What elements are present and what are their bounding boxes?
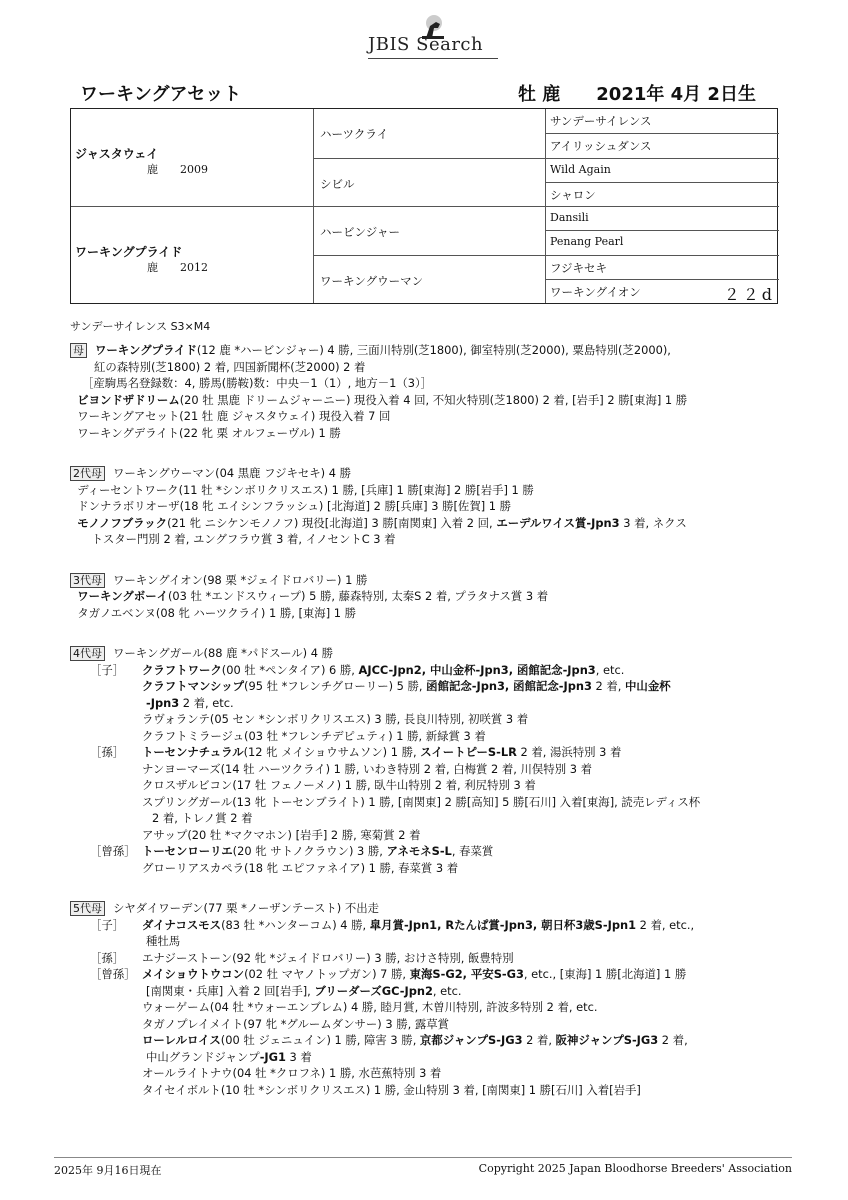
record-line <box>70 645 790 662</box>
gen2-name: ハービンジャー <box>320 225 400 239</box>
horse-name-bold: メイショウトウコン <box>142 967 245 981</box>
record-line <box>70 531 790 548</box>
record-text: クロスザルビコン(17 牡 フェノーメノ) 1 勝, 臥牛山特別 2 着, 利尻特別 3 着 <box>142 778 536 792</box>
dam-color-year: 鹿 2012 <box>147 261 208 274</box>
record-text: , etc., [東海] 1 勝[北海道] 1 勝 <box>523 967 687 981</box>
pedigree-gen2-cell <box>313 109 545 158</box>
record-line <box>70 342 790 359</box>
sire-name: ジャスタウェイ <box>75 147 159 161</box>
record-text: 2 着, <box>522 1033 556 1047</box>
pedigree-gen3-cell <box>545 158 779 182</box>
record-line <box>70 728 790 745</box>
gen3-name: Penang Pearl <box>550 235 624 249</box>
race-name-bold: エーデルワイス賞-Jpn3 <box>496 515 620 530</box>
horse-sex-color-birthdate: 牡 鹿 2021年 4月 2日生 <box>518 84 756 105</box>
record-text: , etc. <box>432 983 462 998</box>
record-text: スプリングガール(13 牝 トーセンブライト) 1 勝, [南関東] 2 勝[高知] 5 勝[石川] 入着[東海], 読売レディス杯 <box>142 794 701 809</box>
race-name-bold: -JG1 <box>259 1049 286 1064</box>
record-text: タイセイボルト(10 牡 *シンボリクリスエス) 1 勝, 金山特別 3 着, [南関東] 1 勝[石川] 入着[岩手] <box>142 1082 641 1097</box>
record-text: ワーキングデライト(22 牝 栗 オルフェーヴル) 1 勝 <box>77 425 341 440</box>
record-line <box>70 860 790 877</box>
record-text: ディーセントワーク(11 牡 *シンボリクリスエス) 1 勝, [兵庫] 1 勝[東海] 2 勝[岩手] 1 勝 <box>77 482 534 497</box>
pedigree-gen3-cell <box>545 255 779 279</box>
record-text: (20 牝 サトノクラウン) 3 勝, <box>232 844 387 858</box>
record-text: (03 牡 *エンドスウィープ) 5 勝, 藤森特別, 太秦S 2 着, プラタナス賞 3 着 <box>167 589 549 603</box>
race-name-bold: 函館記念-Jpn3, 函館記念-Jpn3 <box>426 679 592 693</box>
record-line <box>70 1049 790 1066</box>
generation-tag: 5代母 <box>70 901 105 916</box>
gen3-name: アイリッシュダンス <box>550 139 652 154</box>
record-text: ［産駒馬名登録数：4, 勝馬(勝鞍)数：中央－1（1）, 地方－1（3）］ <box>82 376 433 390</box>
record-line <box>70 827 790 844</box>
gen2-name: ワーキングウーマン <box>320 273 424 288</box>
gen3-name: ワーキングイオン <box>550 284 641 299</box>
footer-copyright: Copyright 2025 Japan Bloodhorse Breeders' Association <box>478 1162 792 1175</box>
record-text: エナジーストーン(92 牝 *ジェイドロバリー) 3 勝, おけさ特別, 飯豊特別 <box>142 950 514 965</box>
horse-name-bold: ワーキングプライド <box>95 343 197 357</box>
race-name-bold: 阪神ジャンプS-JG3 <box>555 1033 659 1047</box>
record-line <box>70 761 790 778</box>
horse-name-bold: クラフトマンシップ <box>142 679 245 693</box>
record-text: (20 牡 黒鹿 ドリームジャーニー) 現役入着 4 回, 不知火特別(芝1800) 2 着, [岩手] 2 勝[東海] 1 勝 <box>179 392 688 407</box>
record-line <box>70 794 790 811</box>
pedigree-gen3-cell <box>545 182 779 206</box>
race-name-bold: 東海S-G2, 平安S-G3 <box>409 967 524 981</box>
race-name-bold: アネモネS-L <box>386 844 452 858</box>
record-text: ウォーゲーム(04 牡 *ウォーエンブレム) 4 勝, 睦月賞, 木曽川特別, 許波多特別 2 着, etc. <box>142 1000 598 1014</box>
gen3-name: シャロン <box>550 187 596 202</box>
record-line <box>70 588 790 605</box>
pedigree-code: ２２d <box>723 284 775 304</box>
record-line <box>70 408 790 425</box>
record-line <box>70 917 790 934</box>
record-text: , etc. <box>595 662 625 677</box>
gen3-name: サンデーサイレンス <box>550 114 652 128</box>
relation-label: ［曾孫］ <box>90 844 136 858</box>
record-text: ナンヨーマーズ(14 牡 ハーツクライ) 1 勝, いわき特別 2 着, 白梅賞 2 着, 川俣特別 3 着 <box>142 761 592 776</box>
record-text: 2 着, <box>658 1033 688 1047</box>
record-text: グローリアスカペラ(18 牝 エピファネイア) 1 勝, 春菜賞 3 着 <box>142 860 459 875</box>
record-text: ラヴォランテ(05 セン *シンボリクリスエス) 3 勝, 長良川特別, 初咲賞 3 着 <box>142 712 529 726</box>
record-text: (12 牝 メイショウサムソン) 1 勝, <box>243 745 421 759</box>
pedigree-gen2-cell <box>313 158 545 207</box>
jbis-logo <box>368 14 498 58</box>
race-name-bold: ブリーダーズGC-Jpn2 <box>314 983 433 998</box>
record-line <box>70 425 790 442</box>
horse-name: ワーキングアセット <box>80 84 242 105</box>
horse-name-bold: モノノフブラック <box>77 515 168 530</box>
generation-tag: 2代母 <box>70 466 105 481</box>
section-gap <box>70 876 790 900</box>
race-name-bold: スイートピーS-LR <box>420 745 517 759</box>
horse-name-bold: クラフトワーク <box>142 662 222 677</box>
pedigree-sire-cell <box>71 109 313 206</box>
section-gap <box>70 441 790 465</box>
family-records <box>70 342 790 1098</box>
horse-name-bold: ワーキングボーイ <box>77 589 168 603</box>
record-line <box>70 777 790 794</box>
record-text: 2 着, <box>591 679 626 693</box>
horse-name-bold: ダイナコスモス <box>142 917 222 932</box>
record-line <box>70 900 790 917</box>
record-text: (00 牡 *ペンタイア) 6 勝, <box>221 662 359 677</box>
record-text: (02 牡 マヤノトップガン) 7 勝, <box>244 967 410 981</box>
record-text: ワーキングガール(88 鹿 *パドスール) 4 勝 <box>113 646 333 660</box>
record-text: ドンナラボリオーザ(18 牝 エイシンフラッシュ) [北海道] 2 勝[兵庫] 3 勝[佐賀] 1 勝 <box>77 499 512 513</box>
record-line <box>70 1032 790 1049</box>
record-line <box>70 359 790 376</box>
generation-tag: 3代母 <box>70 573 105 588</box>
record-text: ワーキングウーマン(04 黒鹿 フジキセキ) 4 勝 <box>113 466 351 480</box>
race-name-bold: 中山金杯 <box>625 679 671 693</box>
record-text: 2 着, 湯浜特別 3 着 <box>516 745 622 759</box>
record-text: [南関東・兵庫] 入着 2 回[岩手], <box>146 983 315 998</box>
race-name-bold: 京都ジャンプS-JG3 <box>419 1033 523 1047</box>
logo-text: JBIS Search <box>368 34 484 55</box>
race-name-bold: AJCC-Jpn2, 中山金杯-Jpn3, 函館記念-Jpn3 <box>358 662 596 677</box>
record-line <box>70 810 790 827</box>
sire-color-year: 鹿 2009 <box>147 163 208 176</box>
record-line <box>70 966 790 983</box>
horse-name-bold: -Jpn3 <box>146 695 180 710</box>
record-line <box>70 375 790 392</box>
record-text: シヤダイワーデン(77 栗 *ノーザンテースト) 不出走 <box>113 901 380 915</box>
footer-divider <box>54 1157 792 1158</box>
pedigree-gen3-cell <box>545 109 779 133</box>
record-line <box>70 1065 790 1082</box>
gen2-name: シビル <box>320 176 355 191</box>
relation-label: ［子］ <box>90 917 125 932</box>
gen2-name: ハーツクライ <box>320 127 389 141</box>
record-line <box>70 983 790 1000</box>
record-text: 3 着, ネクス <box>619 515 687 530</box>
pedigree-gen3-cell <box>545 206 779 230</box>
dam-name: ワーキングプライド <box>75 245 183 259</box>
record-line <box>70 572 790 589</box>
pedigree-table <box>70 108 778 304</box>
record-line <box>70 662 790 679</box>
record-text: ワーキングアセット(21 牡 鹿 ジャスタウェイ) 現役入着 7 回 <box>77 409 391 423</box>
record-text: 紅の森特別(芝1800) 2 着, 四国新聞杯(芝2000) 2 着 <box>94 359 366 374</box>
record-line <box>70 843 790 860</box>
footer-date: 2025年 9月16日現在 <box>54 1164 162 1177</box>
generation-tag: 4代母 <box>70 646 105 661</box>
horse-name-bold: トーセンナチュラル <box>142 745 244 759</box>
record-line <box>70 392 790 409</box>
record-text: (00 牡 ジェニュイン) 1 勝, 障害 3 勝, <box>220 1033 420 1047</box>
record-text: (21 牝 ニシケンモノノフ) 現役[北海道] 3 勝[南関東] 入着 2 回, <box>167 515 497 530</box>
record-line <box>70 1082 790 1099</box>
record-text: ワーキングイオン(98 栗 *ジェイドロバリー) 1 勝 <box>113 572 368 587</box>
gen3-name: Wild Again <box>550 162 611 176</box>
record-text: アサップ(20 牡 *マクマホン) [岩手] 2 勝, 寒菊賞 2 着 <box>142 827 421 842</box>
record-line <box>70 465 790 482</box>
gen3-name: フジキセキ <box>550 260 608 275</box>
record-line <box>70 950 790 967</box>
record-text: タガノプレイメイト(97 牝 *グルームダンサー) 3 勝, 露草賞 <box>142 1016 450 1031</box>
record-text: 種牡馬 <box>146 934 181 948</box>
record-line <box>70 999 790 1016</box>
horse-name-bold: トーセンローリエ <box>142 844 233 858</box>
record-text: 中山グランドジャンプ <box>146 1049 260 1064</box>
record-text: オールライトナウ(04 牡 *クロフネ) 1 勝, 水芭蕉特別 3 着 <box>142 1066 442 1080</box>
record-line <box>70 744 790 761</box>
record-text: , 春菜賞 <box>451 844 494 858</box>
relation-label: ［子］ <box>90 662 125 677</box>
record-line <box>70 498 790 515</box>
race-name-bold: 皐月賞-Jpn1, Rたんぱ賞-Jpn3, 朝日杯3歳S-Jpn1 <box>369 917 637 932</box>
pedigree-gen2-cell <box>313 206 545 255</box>
record-line <box>70 933 790 950</box>
record-text: 2 着, etc., <box>636 917 695 932</box>
pedigree-gen3-cell <box>545 279 779 303</box>
relation-label: ［孫］ <box>90 745 125 759</box>
record-text: (83 牡 *ハンターコム) 4 勝, <box>221 917 370 932</box>
section-gap <box>70 548 790 572</box>
record-text: (95 牡 *フレンチグローリー) 5 勝, <box>244 679 427 693</box>
record-line <box>70 605 790 622</box>
record-line <box>70 482 790 499</box>
record-line <box>70 1016 790 1033</box>
relation-label: ［孫］ <box>90 950 125 965</box>
pedigree-gen3-cell <box>545 133 779 157</box>
record-line <box>70 678 790 695</box>
pedigree-gen2-cell <box>313 255 545 304</box>
relation-label: ［曾孫］ <box>90 967 136 981</box>
record-text: 2 着, etc. <box>179 695 234 710</box>
pedigree-gen3-cell <box>545 230 779 254</box>
horse-name-bold: ビヨンドザドリーム <box>77 392 180 407</box>
record-line <box>70 711 790 728</box>
record-line <box>70 695 790 712</box>
record-text: タガノエベンヌ(08 牝 ハーツクライ) 1 勝, [東海] 1 勝 <box>77 605 357 620</box>
record-text: 2 着, トレノ賞 2 着 <box>152 811 253 825</box>
horse-name-bold: ローレルロイス <box>142 1033 221 1047</box>
record-text: 3 着 <box>285 1049 312 1064</box>
section-gap <box>70 621 790 645</box>
logo-underline <box>368 58 498 59</box>
record-text: トスター門別 2 着, ユングフラウ賞 3 着, イノセントC 3 着 <box>91 532 396 546</box>
record-text: (12 鹿 *ハービンジャー) 4 勝, 三面川特別(芝1800), 御室特別(芝2000), 粟島特別(芝2000), <box>196 343 671 357</box>
record-text: クラフトミラージュ(03 牡 *フレンチデピュティ) 1 勝, 新緑賞 3 着 <box>142 728 486 743</box>
inbreeding-note: サンデーサイレンス S3×M4 <box>70 320 211 333</box>
generation-tag: 母 <box>70 343 87 358</box>
gen3-name: Dansili <box>550 211 589 224</box>
pedigree-dam-cell <box>71 206 313 303</box>
record-line <box>70 515 790 532</box>
